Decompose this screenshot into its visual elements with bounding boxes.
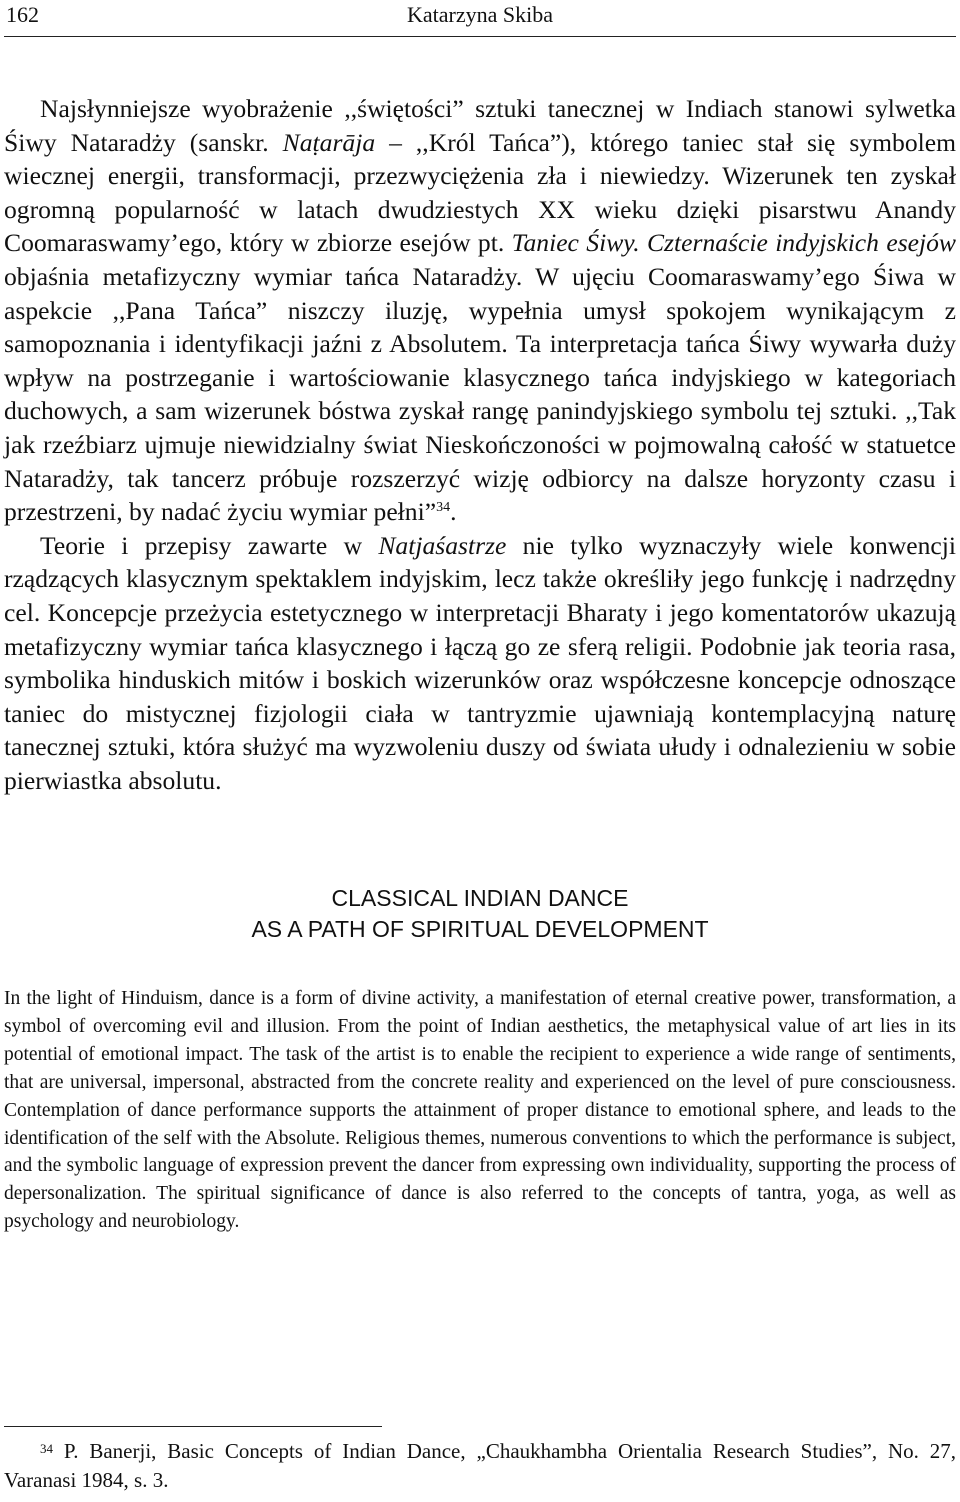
footnote bbox=[4, 1437, 956, 1495]
p1-text-2: – ,,Król Tańca”), którego taniec stał się symbolem wiecznej energii, transformacji, przezwyciężenia zła i niewiedzy. Wizerunek ten zyskał ogromną popularność w latach dwudziestych XX wieku dzięki pisarstwu Anandy Coomaraswamy’ego, który w zbiorze esejów pt. bbox=[4, 127, 957, 258]
running-header bbox=[0, 0, 960, 38]
p2-text-2: nie tylko wyznaczyły wiele konwencji rządzących klasycznym spektaklem indyjskim, lecz także określiły jego funkcję i nadrzędny cel. Koncepcje przeżycia estetycznego w interpretacji Bharaty i jego komentatorów ukazują metafizyczny wymiar tańca klasycznego i łączą go ze sferą religii. Podobnie jak teoria rasa, symbolika hinduskich mitów i boskich wizerunków oraz współczesne koncepcje odnoszące taniec do mistycznej fizjologii ciała w tantryzmie ujawniają kontemplacyjną naturę tanecznej sztuki, która służyć ma wyzwoleniu duszy od świata ułudy i odnalezieniu w sobie pierwiastka absolutu. bbox=[4, 530, 956, 795]
running-head-author: Katarzyna Skiba bbox=[407, 2, 553, 27]
body-text bbox=[4, 92, 956, 797]
summary-text: In the light of Hinduism, dance is a form of divine activity, a manifestation of eternal creative power, transformation, a symbol of overcoming evil and illusion. From the point of Indian aesthetics, the metaphysical value of art lies in its potential of emotional impact. The task of the artist is to enable the recipient to experience a wide range of sentiments, that are universal, impersonal, abstracted from the concrete reality and experienced on the level of pure consciousness. Contemplation of dance performance supports the attainment of proper distance to emotional sphere, and leads to the identification of the self with the Absolute. Religious themes, numerous conventions to which the performance is subject, and the symbolic language of expression prevent the dancer from expressing own individuality, supporting the process of depersonalization. The spiritual significance of dance is also referred to the concepts of tantra, yoga, as well as psychology and neurobiology. bbox=[4, 988, 956, 1233]
summary-title-line-1: CLASSICAL INDIAN DANCE bbox=[331, 885, 629, 911]
footnote-rule bbox=[4, 1426, 382, 1427]
p1-text-1: Najsłynniejsze wyobrażenie ,,świętości” sztuki tanecznej w Indiach stanowi sylwetka Śiwy Nataradży (sanskr. bbox=[4, 94, 956, 157]
p2-text-1: Teorie i przepisy zawarte w bbox=[40, 530, 379, 560]
page-number: 162 bbox=[6, 2, 39, 27]
footnote-text: P. Banerji, Basic Concepts of Indian Dance, „Chaukhambha Orientalia Research Studies”, No. 27, Varanasi 1984, s. 3. bbox=[4, 1439, 956, 1492]
p1-term-nataraja: Naṭarāja bbox=[282, 127, 376, 157]
p2-term-natyasastra: Natjaśastrze bbox=[378, 530, 507, 560]
p1-end: . bbox=[450, 497, 457, 527]
p1-book-title: Taniec Śiwy. Czternaście indyjskich esejów bbox=[511, 228, 956, 258]
summary-title bbox=[0, 883, 960, 945]
summary-title-line-2: AS A PATH OF SPIRITUAL DEVELOPMENT bbox=[251, 916, 709, 942]
p1-text-3: objaśnia metafizyczny wymiar tańca Nataradży. W ujęciu Coomaraswamy’ego Śiwa w aspekcie ,,Pana Tańca” niszczy iluzję, wypełnia umysł spokojem wynikającym z samopoznania i identyfikacji jaźni z Absolutem. Ta interpretacja tańca Śiwy wywarła duży wpływ na postrzeganie i wartościowanie klasycznego tańca indyjskiego w kategoriach duchowych, a sam wizerunek bóstwa zyskał rangę panindyjskiego symbolu tej sztuki. ,,Tak jak rzeźbiarz ujmuje niewidzialny świat Nieskończoności w pojmowalną całość w statuetce Nataradży, tak tancerz próbuje rozszerzyć wizję odbiorcy na dalsze horyzonty czasu i przestrzeni, by nadać życiu wymiar pełni” bbox=[4, 261, 956, 527]
paragraph-2 bbox=[4, 529, 956, 798]
header-rule bbox=[4, 36, 956, 37]
paragraph-1 bbox=[4, 92, 956, 529]
footnote-ref: 34 bbox=[436, 500, 451, 516]
footnote-number: 34 bbox=[40, 1441, 53, 1456]
english-summary bbox=[4, 985, 956, 1236]
